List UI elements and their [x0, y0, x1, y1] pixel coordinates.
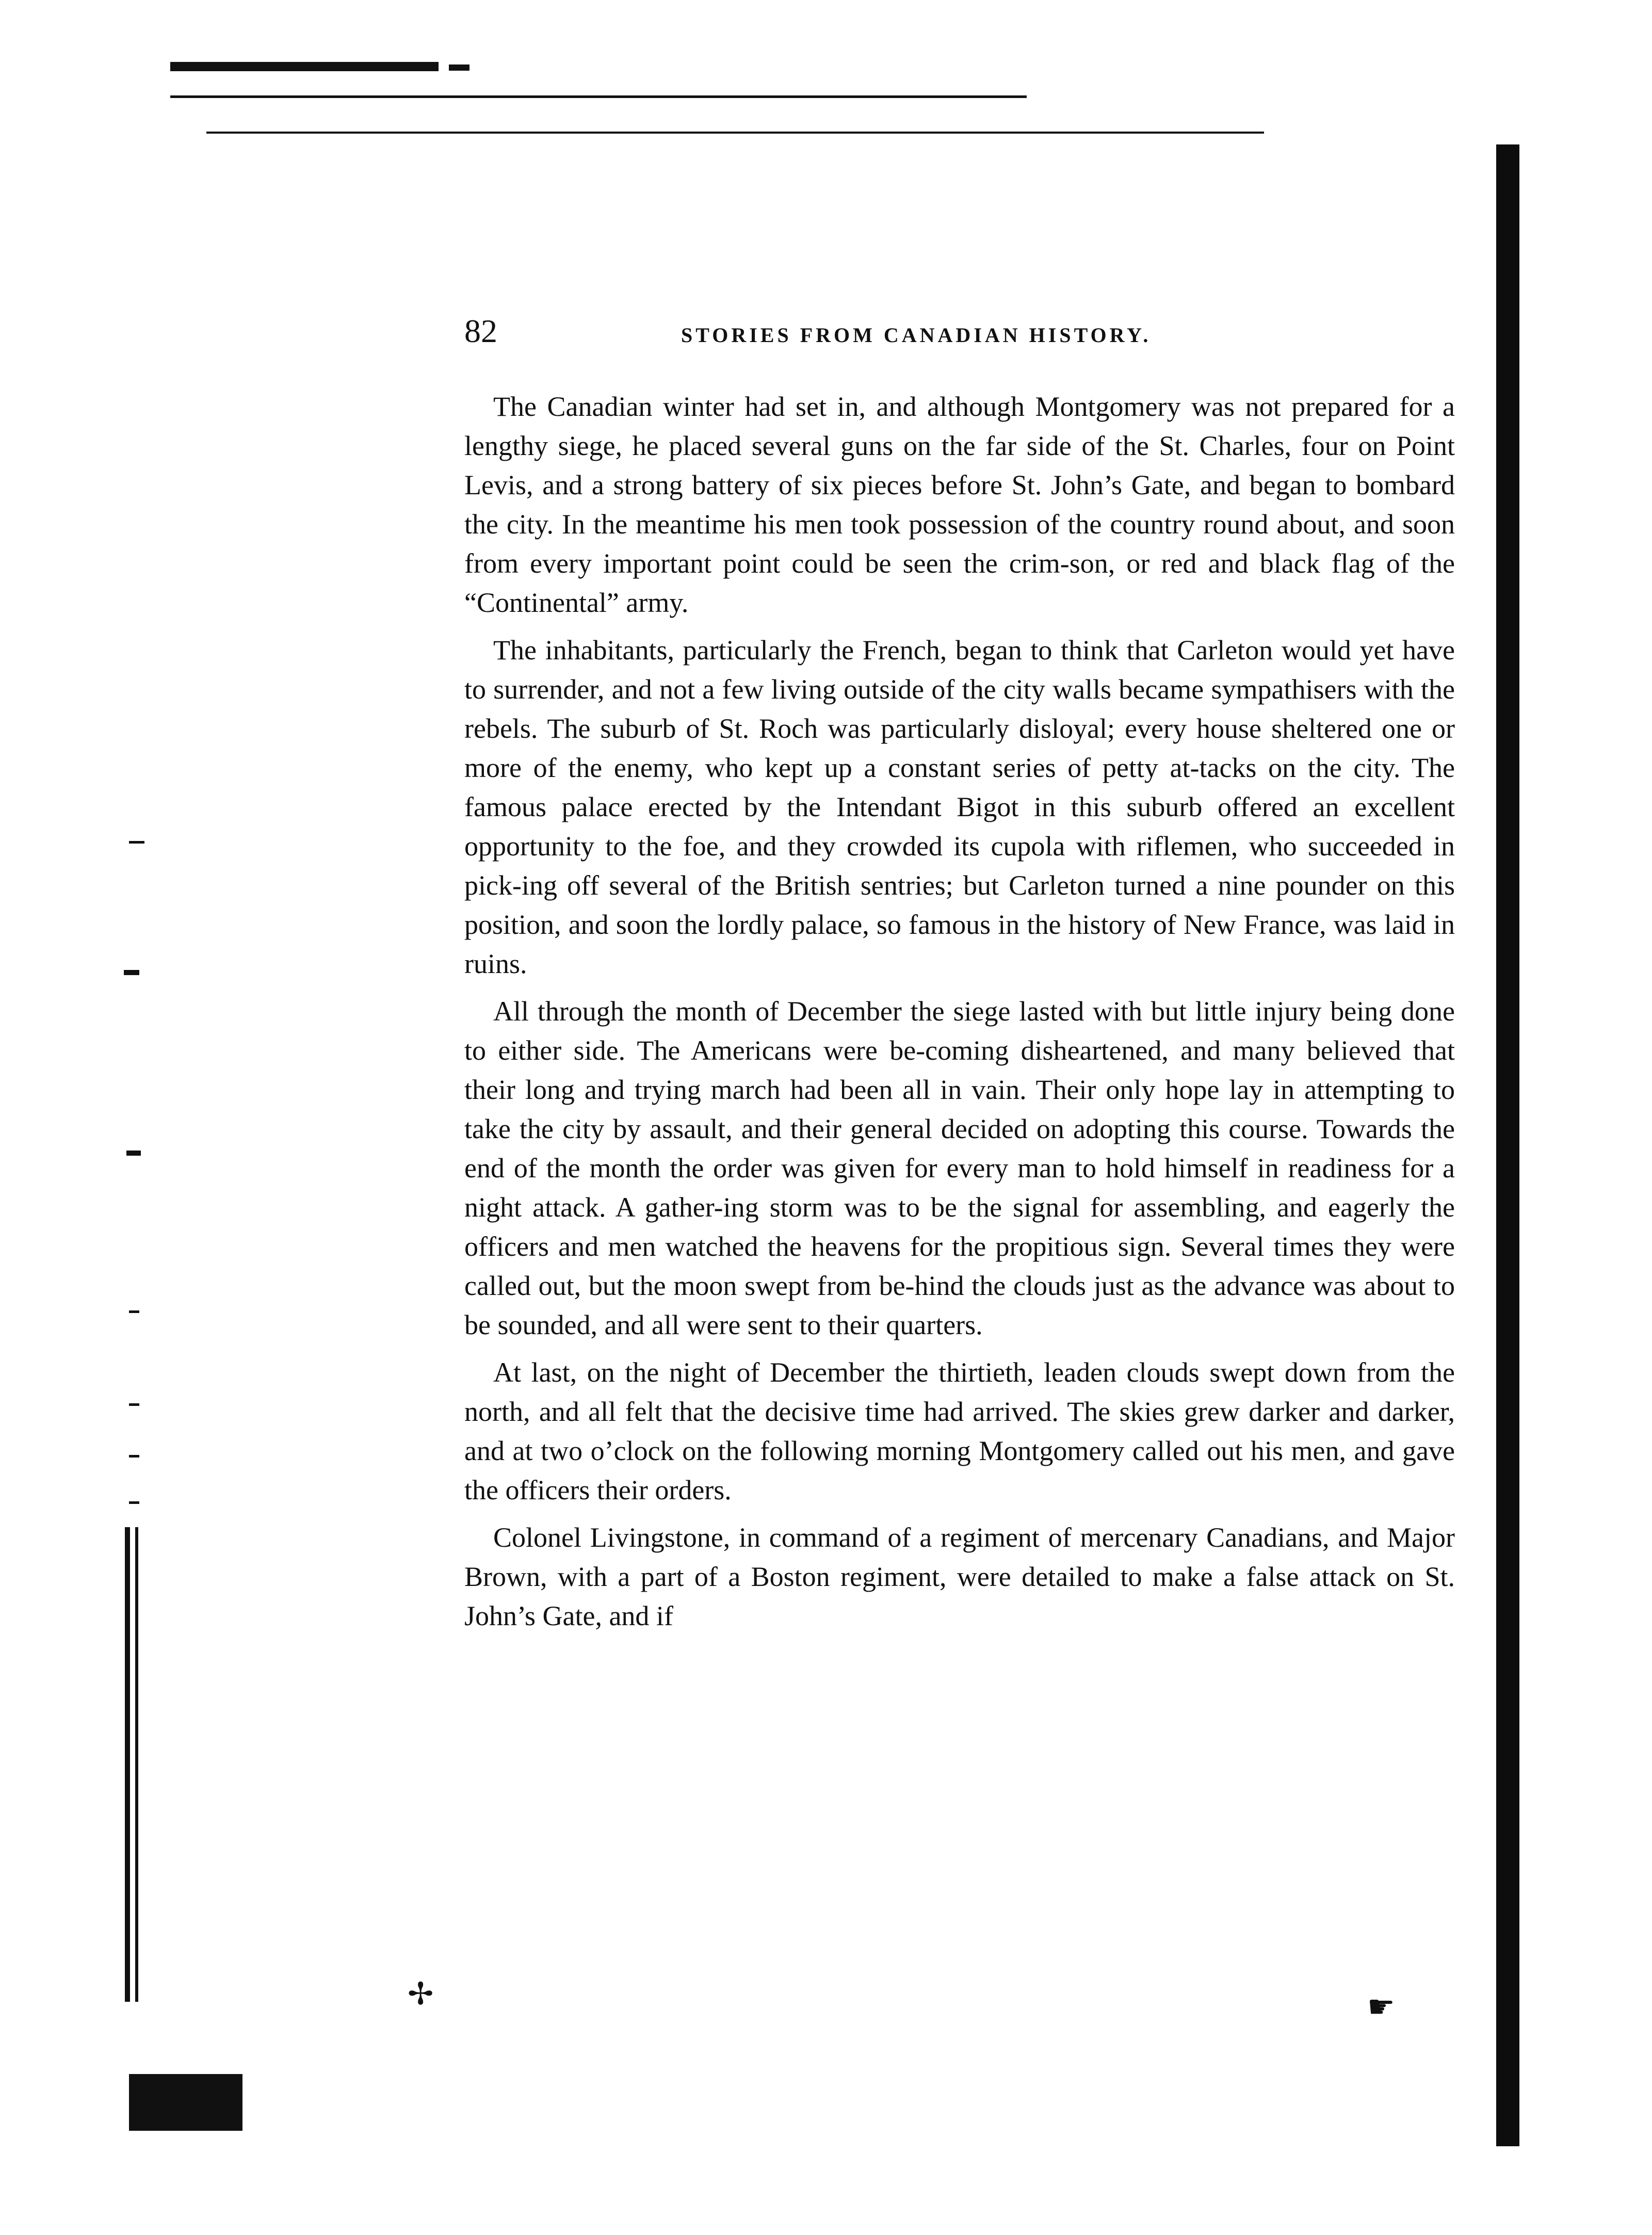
paragraph: All through the month of December the siege lasted with but little injury being done to either side. The Americans were be-coming disheartened, and many believed that their long and trying march had been all in vain. Their only hope lay in attempting to take the city by assault, and their general decided on adopting this course. Towards the end of the month the order was given for every man to hold himself in readiness for a night attack. A gather-ing storm was to be the signal for assembling, and eagerly the officers and men watched the heavens for the propitious sign. Several times they were called out, but the moon swept from be-hind the clouds just as the advance was about to be sounded, and all were sent to their quarters. — [464, 996, 1455, 1340]
paragraph: The inhabitants, particularly the French, began to think that Carleton would yet have to surrender, and not a few living outside of the city walls became sympathisers with the rebels. The suburb of St. Roch was particularly disloyal; every house sheltered one or more of the enemy, who kept up a constant series of petty at-tacks on the city. The famous palace erected by the Intendant Bigot in this suburb offered an excellent opportunity to the foe, and they crowded its cupola with riflemen, who succeeded in pick-ing off several of the British sentries; but Carleton turned a nine pounder on this position, and soon the lordly palace, so famous in the history of New France, was laid in ruins. — [464, 635, 1455, 979]
left-margin-mark — [129, 1455, 139, 1457]
right-edge-scan-bar — [1496, 144, 1519, 2146]
bottom-right-ink-smudge: ☛ — [1367, 1990, 1395, 2024]
left-margin-mark — [124, 970, 139, 975]
left-margin-mark — [129, 1403, 139, 1406]
left-margin-mark — [129, 1310, 139, 1313]
scan-top-rule-thin — [170, 95, 1027, 98]
left-edge-binding-stripe — [125, 1527, 130, 2002]
paragraph: At last, on the night of December the thirtieth, leaden clouds swept down from the north, and all felt that the decisive time had arrived. The skies grew darker and darker, and at two o’clock on the following morning Montgomery called out his men, and gave the officers their orders. — [464, 1357, 1455, 1505]
page-number: 82 — [464, 313, 497, 349]
paragraph: The Canadian winter had set in, and although Montgomery was not prepared for a lengthy siege, he placed several guns on the far side of the St. Charles, four on Point Levis, and a strong battery of six pieces before St. John’s Gate, and began to bombard the city. In the meantime his men took possession of the country round about, and soon from every important point could be seen the crim-son, or red and black flag of the “Continental” army. — [464, 391, 1455, 618]
left-margin-mark — [126, 1151, 141, 1156]
left-edge-bottom-block — [129, 2074, 242, 2131]
bottom-left-ornament-mark: ✢ — [408, 1977, 434, 2011]
page-body — [464, 315, 1455, 1644]
left-margin-mark — [129, 841, 144, 844]
running-head — [464, 315, 1455, 366]
scan-top-rule-faint — [206, 132, 1264, 134]
scan-top-rule-thick — [170, 62, 439, 71]
paragraph: Colonel Livingstone, in command of a regiment of mercenary Canadians, and Major Brown, with a part of a Boston regiment, were detailed to make a false attack on St. John’s Gate, and if — [464, 1522, 1455, 1631]
running-title: STORIES FROM CANADIAN HISTORY. — [681, 323, 1152, 347]
left-edge-binding-stripe — [135, 1527, 138, 2002]
scan-top-rule-dash — [449, 64, 469, 71]
left-margin-mark — [129, 1501, 139, 1504]
